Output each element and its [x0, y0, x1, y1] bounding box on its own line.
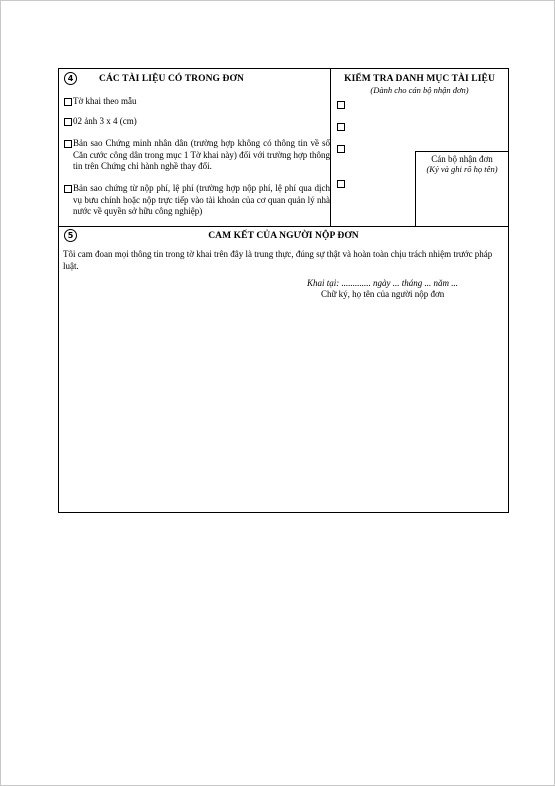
declaration-date-line: Khai tại: ............. ngày ... tháng ... năm ... [307, 278, 458, 288]
check-box[interactable] [337, 123, 345, 131]
signature-label: Chữ ký, họ tên của người nộp đơn [321, 289, 445, 299]
check-subtitle: (Dành cho cán bộ nhận đơn) [370, 85, 469, 95]
application-form-section [58, 68, 509, 513]
document-item: Bản sao Chứng minh nhân dân (trường hợp không có thông tin về số Căn cước công dân trong mục 1 Tờ khai này) đối với trường hợp thông tin trên Chứng chỉ hành nghề thay đổi. [73, 138, 330, 171]
section-4-title: CÁC TÀI LIỆU CÓ TRONG ĐƠN [99, 74, 244, 84]
document-item: Bản sao chứng từ nộp phí, lệ phí (trường hợp nộp phí, lệ phí qua dịch vụ bưu chính hoặc nộp trực tiếp vào tài khoản của cơ quan quản lý nhà nước về quyền sở hữu công nghiệp) [73, 183, 330, 216]
check-box[interactable] [337, 101, 345, 109]
check-title: KIỂM TRA DANH MỤC TÀI LIỆU [344, 74, 495, 84]
officer-box-top [415, 151, 508, 152]
check-box[interactable] [337, 180, 345, 188]
section-5-number: 5 [64, 229, 77, 242]
checkbox-icon[interactable] [64, 118, 72, 126]
checkbox-icon[interactable] [64, 140, 72, 148]
commitment-statement: Tôi cam đoan mọi thông tin trong tờ khai trên đây là trung thực, đúng sự thật và hoàn toàn chịu trách nhiệm trước pháp luật. [63, 249, 493, 271]
check-box[interactable] [337, 145, 345, 153]
document-item: 02 ảnh 3 x 4 (cm) [73, 116, 137, 126]
section-4-number: 4 [64, 72, 77, 85]
row-divider [59, 226, 508, 227]
section-5-title: CAM KẾT CỦA NGƯỜI NỘP ĐƠN [208, 231, 359, 241]
officer-label: Cán bộ nhận đơn [431, 154, 493, 164]
officer-note: (Ký và ghi rõ họ tên) [426, 164, 498, 174]
checkbox-icon[interactable] [64, 98, 72, 106]
checkbox-icon[interactable] [64, 185, 72, 193]
document-item: Tờ khai theo mẫu [73, 96, 137, 106]
